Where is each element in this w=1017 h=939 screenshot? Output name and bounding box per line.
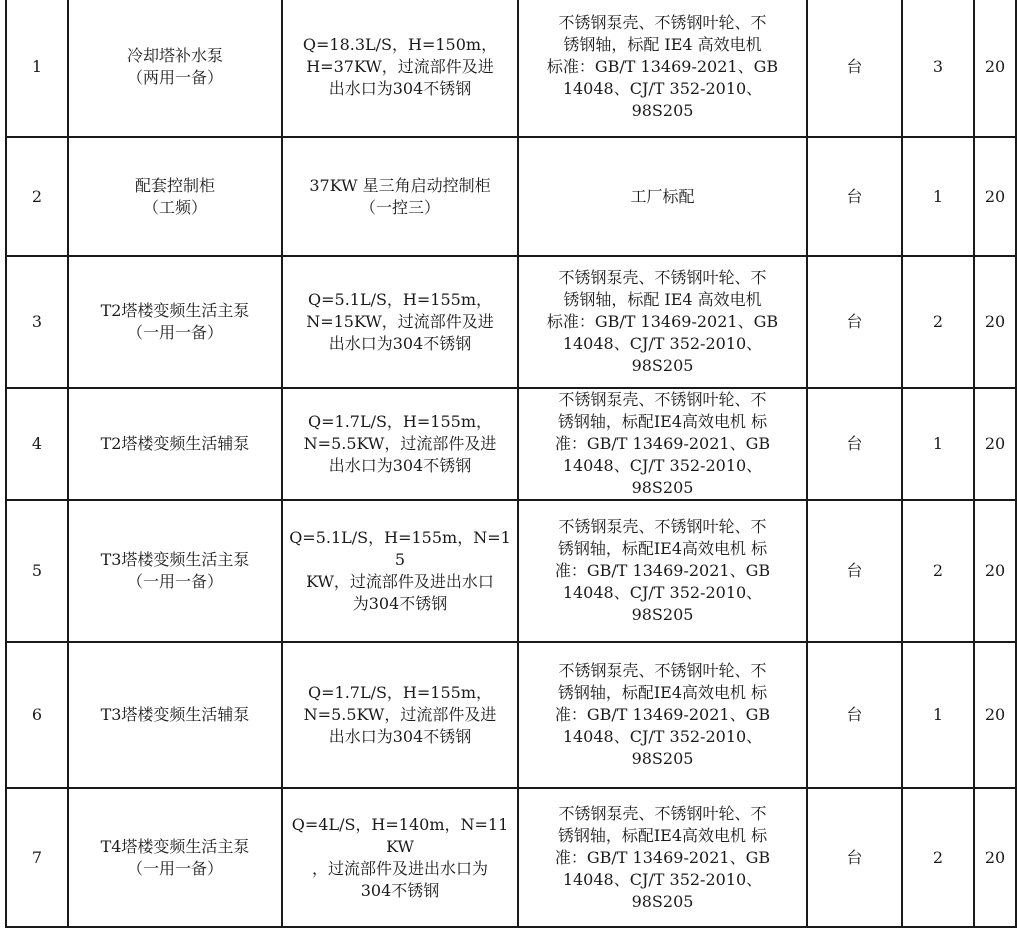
truncated-cell: 20	[974, 256, 1016, 388]
table-row	[6, 0, 1016, 137]
material-and-standard: 不锈钢泵壳、不锈钢叶轮、不 锈钢轴，标配IE4高效电机 标 准：GB/T 13469-2021、GB 14048、CJ/T 352-2010、 98S205	[518, 388, 807, 500]
truncated-cell: 20	[974, 137, 1016, 256]
row-index: 1	[6, 0, 68, 137]
unit-cell: 台	[807, 256, 902, 388]
unit-cell: 台	[807, 0, 902, 137]
table-row	[6, 388, 1016, 500]
truncated-cell: 20	[974, 500, 1016, 642]
equipment-parameters: Q=18.3L/S，H=150m， H=37KW，过流部件及进 出水口为304不锈钢	[282, 0, 518, 137]
row-index: 5	[6, 500, 68, 642]
quantity-cell: 1	[902, 642, 974, 788]
table-row	[6, 500, 1016, 642]
equipment-parameters: Q=1.7L/S，H=155m， N=5.5KW，过流部件及进 出水口为304不锈钢	[282, 642, 518, 788]
equipment-parameters: Q=4L/S，H=140m，N=11KW ，过流部件及进出水口为 304不锈钢	[282, 788, 518, 927]
equipment-name: 冷却塔补水泵 （两用一备）	[68, 0, 282, 137]
unit-cell: 台	[807, 788, 902, 927]
truncated-cell: 20	[974, 642, 1016, 788]
equipment-name: T3塔楼变频生活主泵 （一用一备）	[68, 500, 282, 642]
material-and-standard: 不锈钢泵壳、不锈钢叶轮、不 锈钢轴，标配IE4高效电机 标 准：GB/T 13469-2021、GB 14048、CJ/T 352-2010、 98S205	[518, 788, 807, 927]
table-row	[6, 642, 1016, 788]
equipment-name: T2塔楼变频生活辅泵	[68, 388, 282, 500]
quantity-cell: 3	[902, 0, 974, 137]
quantity-cell: 2	[902, 256, 974, 388]
equipment-name: T2塔楼变频生活主泵 （一用一备）	[68, 256, 282, 388]
material-and-standard: 不锈钢泵壳、不锈钢叶轮、不 锈钢轴，标配IE4高效电机 标 准：GB/T 13469-2021、GB 14048、CJ/T 352-2010、 98S205	[518, 642, 807, 788]
equipment-name: T4塔楼变频生活主泵 （一用一备）	[68, 788, 282, 927]
equipment-spec-table	[5, 0, 1017, 928]
row-index: 2	[6, 137, 68, 256]
quantity-cell: 2	[902, 788, 974, 927]
equipment-parameters: Q=1.7L/S，H=155m， N=5.5KW，过流部件及进 出水口为304不锈钢	[282, 388, 518, 500]
equipment-parameters: Q=5.1L/S，H=155m， N=15KW，过流部件及进 出水口为304不锈钢	[282, 256, 518, 388]
row-index: 6	[6, 642, 68, 788]
truncated-cell: 20	[974, 0, 1016, 137]
material-and-standard: 不锈钢泵壳、不锈钢叶轮、不 锈钢轴，标配IE4高效电机 标 准：GB/T 13469-2021、GB 14048、CJ/T 352-2010、 98S205	[518, 500, 807, 642]
table-row	[6, 788, 1016, 927]
row-index: 3	[6, 256, 68, 388]
equipment-parameters: Q=5.1L/S，H=155m，N=15 KW，过流部件及进出水口 为304不锈钢	[282, 500, 518, 642]
quantity-cell: 1	[902, 388, 974, 500]
unit-cell: 台	[807, 642, 902, 788]
equipment-parameters: 37KW 星三角启动控制柜 （一控三）	[282, 137, 518, 256]
material-and-standard: 不锈钢泵壳、不锈钢叶轮、不 锈钢轴，标配 IE4 高效电机 标准：GB/T 13469-2021、GB 14048、CJ/T 352-2010、 98S205	[518, 256, 807, 388]
material-and-standard: 工厂标配	[518, 137, 807, 256]
row-index: 7	[6, 788, 68, 927]
row-index: 4	[6, 388, 68, 500]
quantity-cell: 1	[902, 137, 974, 256]
unit-cell: 台	[807, 500, 902, 642]
unit-cell: 台	[807, 137, 902, 256]
material-and-standard: 不锈钢泵壳、不锈钢叶轮、不 锈钢轴，标配 IE4 高效电机 标准：GB/T 13469-2021、GB 14048、CJ/T 352-2010、 98S205	[518, 0, 807, 137]
equipment-name: 配套控制柜 （工频）	[68, 137, 282, 256]
quantity-cell: 2	[902, 500, 974, 642]
table-row	[6, 137, 1016, 256]
truncated-cell: 20	[974, 388, 1016, 500]
equipment-name: T3塔楼变频生活辅泵	[68, 642, 282, 788]
table-row	[6, 256, 1016, 388]
unit-cell: 台	[807, 388, 902, 500]
truncated-cell: 20	[974, 788, 1016, 927]
